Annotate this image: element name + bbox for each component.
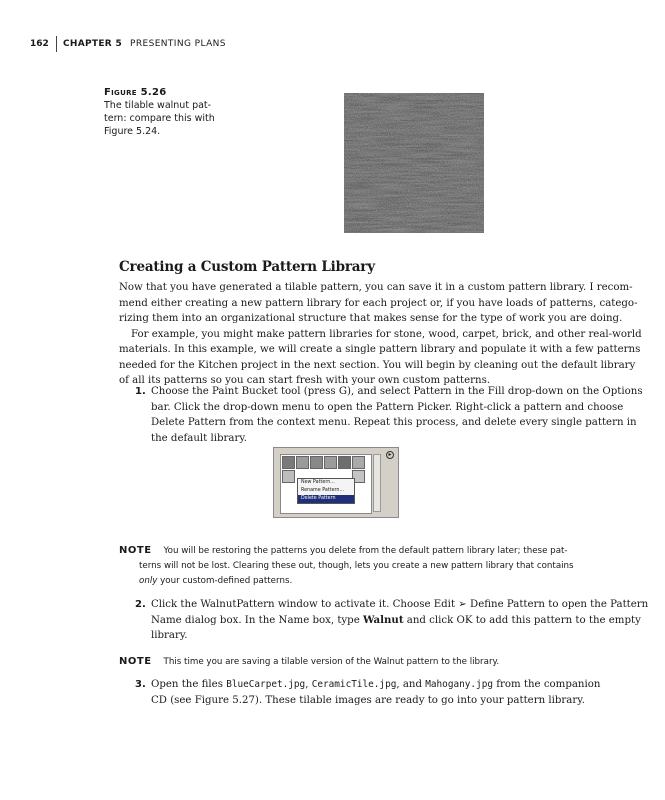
running-head xyxy=(30,36,226,52)
figure-caption xyxy=(104,86,224,138)
pattern-swatch[interactable] xyxy=(338,456,351,469)
pattern-swatch[interactable] xyxy=(282,470,295,483)
pattern-swatch[interactable] xyxy=(310,456,323,469)
step-line-text: Open the files xyxy=(151,679,227,690)
paragraph-1 xyxy=(119,280,638,327)
step-line-text: , xyxy=(305,679,312,690)
paragraph-line: For example, you might make pattern libraries for stone, wood, carpet, brick, and other real-world xyxy=(131,328,642,340)
step-line: Click the WalnutPattern window to activate it. Choose Edit ➢ Define Pattern to open the Pattern xyxy=(151,599,649,610)
step-number: 2. xyxy=(135,599,146,610)
step-2 xyxy=(119,597,649,644)
figure-label: Figure 5.26 xyxy=(104,87,167,98)
walnut-pattern-image xyxy=(344,93,484,233)
step-line-text: from the companion xyxy=(492,679,601,690)
note-label: NOTE xyxy=(119,545,152,556)
step-line: Choose the Paint Bucket tool (press G), and select Pattern in the Fill drop-down on the Options xyxy=(151,386,643,397)
header-divider xyxy=(56,36,57,52)
pattern-swatch[interactable] xyxy=(296,456,309,469)
note-label: NOTE xyxy=(119,656,152,667)
paragraph-line: rizing them into an organizational structure that makes sense for the type of work you are doing. xyxy=(119,313,623,324)
paragraph-line: Now that you have generated a tilable pattern, you can save it in a custom pattern library. I recom- xyxy=(119,282,633,293)
section-heading: Creating a Custom Pattern Library xyxy=(119,259,375,275)
caption-line: tern: compare this with xyxy=(104,113,215,124)
filename: Mahogany.jpg xyxy=(425,679,493,690)
caption-line: Figure 5.24. xyxy=(104,126,161,137)
step-number: 1. xyxy=(135,386,146,397)
step-line-text: and click OK to add this pattern to the empty xyxy=(403,614,641,626)
page-number: 162 xyxy=(30,39,49,49)
step-line: Delete Pattern from the context menu. Repeat this process, and delete every single pattern in xyxy=(151,417,637,428)
chapter-label: CHAPTER 5 xyxy=(63,39,123,49)
note-text: You will be restoring the patterns you delete from the default pattern library later; these pat- xyxy=(163,546,568,556)
note-1 xyxy=(119,543,609,589)
caption-line: The tilable walnut pat- xyxy=(104,100,212,111)
step-line: the default library. xyxy=(151,432,247,444)
pattern-picker-grid xyxy=(280,454,372,514)
note-emphasis: only xyxy=(139,576,158,586)
step-1 xyxy=(119,384,643,446)
paragraph-line: needed for the Kitchen project in the next section. You will begin by cleaning out the default library xyxy=(119,359,636,371)
picker-scrollbar[interactable] xyxy=(373,454,381,512)
step-number: 3. xyxy=(135,679,146,690)
menu-item-new-pattern[interactable]: New Pattern... xyxy=(301,480,335,485)
note-text: terns will not be lost. Clearing these out, though, lets you create a new pattern library that contains xyxy=(139,561,574,571)
step-line: CD (see Figure 5.27). These tilable images are ready to go into your pattern library. xyxy=(151,694,585,706)
menu-item-delete-pattern[interactable]: Delete Pattern xyxy=(298,495,354,503)
walnut-texture xyxy=(344,93,484,233)
step-line: library. xyxy=(151,630,188,641)
pattern-picker-screenshot xyxy=(273,447,399,518)
step-line: bar. Click the drop-down menu to open the Pattern Picker. Right-click a pattern and choose xyxy=(151,401,624,413)
context-menu xyxy=(297,478,355,504)
menu-item-rename-pattern[interactable]: Rename Pattern... xyxy=(301,488,345,493)
paragraph-2 xyxy=(119,327,642,389)
chapter-title: PRESENTING PLANS xyxy=(130,39,226,49)
filename: BlueCarpet.jpg xyxy=(226,679,306,690)
note-text: your custom-defined patterns. xyxy=(157,576,293,586)
pattern-swatch[interactable] xyxy=(282,456,295,469)
step-line-text: , and xyxy=(396,679,426,690)
paragraph-line: mend either creating a new pattern library for each project or, if you have loads of patterns, catego- xyxy=(119,297,638,309)
note-text: This time you are saving a tilable version of the Walnut pattern to the library. xyxy=(163,657,500,667)
picker-menu-arrow-icon[interactable]: ▸ xyxy=(386,451,394,459)
note-2 xyxy=(119,654,609,670)
step-line-bold: Walnut xyxy=(362,613,404,626)
paragraph-line: of all its patterns so you can start fresh with your own custom patterns. xyxy=(119,375,491,386)
pattern-swatch[interactable] xyxy=(324,456,337,469)
step-line-text: Name dialog box. In the Name box, type xyxy=(151,614,363,626)
pattern-swatch[interactable] xyxy=(352,456,365,469)
paragraph-line: materials. In this example, we will create a single pattern library and populate it with a few patterns xyxy=(119,344,641,355)
step-3 xyxy=(119,677,607,708)
filename: CeramicTile.jpg xyxy=(311,679,397,690)
